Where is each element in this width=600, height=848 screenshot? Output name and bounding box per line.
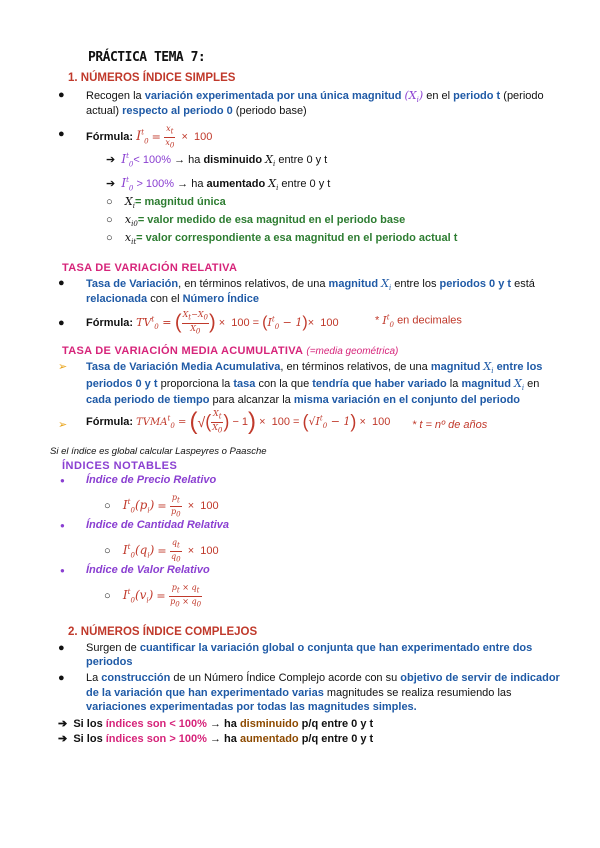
tvr-formula: Fórmula: $TV^t_0$ = ( $\frac{X_t-X_0}{X_0}$ ) × $100 = (I^t_0 - 1)\times 100$ [86,310,339,336]
bullet-dot: ● [60,566,65,575]
bullet-dot: ● [60,476,65,485]
arrowhead-bullet-icon: ➢ [58,361,68,373]
tvma-note: * t = nº de años [412,419,488,431]
notable-quantity: Índice de Cantidad Relativa [86,519,230,531]
tvma-heading: TASA DE VARIACIÓN MEDIA ACUMULATIVA (=media geométrica) [62,345,399,357]
notables-heading: ÍNDICES NOTABLES [62,460,178,472]
s2-bullet-1-line2: periodos [86,656,133,668]
notable-price: Índice de Precio Relativo [86,474,217,486]
s2-bullet-2-line1: La construcción de un Número Índice Complejo acorde con su objetivo de servir de indicador [86,672,560,684]
sub-bullet-magnitude: ○ $X_i=$ magnitud única [106,195,226,211]
sub-bullet-base: ○ $x_{i0}=$ valor medido de esa magnitud en el periodo base [106,213,406,229]
arrow-decrease: ➔ $I^t_0< 100\%$ → ha disminuido $X_i$ entre 0 y t [106,152,328,169]
arrow-increase: ➔ $I^t_0 > 100\%$ → ha aumentado $X_i$ entre 0 y t [106,176,331,193]
tvma-line2: periodos 0 y t proporciona la tasa con la que tendría que haber variado la magnitud $X_i$ en [86,377,540,393]
s2-bullet-1-line1: Surgen de cuantificar la variación global o conjunta que han experimentado entre dos [86,642,533,654]
s1-formula: Fórmula: $I^t_0$ = $\frac{x_t}{x_0}$ × 100 [86,124,213,150]
formula-value: ○ $I^t_0(v_i)$ = $\frac{p_t \times q_t}{p_0 \times q_0}$ [104,583,202,609]
bullet-dot: ● [58,89,65,101]
bullet-dot: ● [60,521,65,530]
notable-value: Índice de Valor Relativo [86,564,210,576]
tvr-heading: TASA DE VARIACIÓN RELATIVA [62,262,238,274]
tvma-line1: Tasa de Variación Media Acumulativa, en términos relativos, de una magnitud $X_i$ entre los [86,360,543,376]
formula-price: ○ $I^t_0(p_i)$ = $\frac{p_t}{p_0}$ × 100 [104,493,219,519]
tvr-bullet-line2: relacionada con el Número Índice [86,293,260,305]
tvma-line3: cada periodo de tiempo para alcanzar la misma variación en el conjunto del periodo [86,394,521,406]
page-title: PRÁCTICA TEMA 7: [88,50,206,65]
bullet-dot: ● [58,672,65,684]
s2-arrow-decrease: ➔ Si los índices son < 100% → ha disminuido p/q entre 0 y t [58,718,374,730]
bullet-dot: ● [58,642,65,654]
tvr-note: * $I^t_0$ en decimales [375,313,462,329]
bullet-dot: ● [58,277,65,289]
bullet-dot: ● [58,317,65,329]
s1-bullet-1-line1: Recogen la variación experimentada por una única magnitud $(X_i)$ en el periodo t (periodo [86,89,544,105]
s1-bullet-1-line2: actual) respecto al periodo 0 (periodo base) [86,105,307,117]
section-1-heading: 1. NÚMEROS ÍNDICE SIMPLES [68,72,236,84]
s2-arrow-increase: ➔ Si los índices son > 100% → ha aumentado p/q entre 0 y t [58,733,374,745]
sub-bullet-actual: ○ $x_{it}=$ valor correspondiente a esa magnitud en el periodo actual t [106,231,458,247]
tvma-formula: Fórmula: $TVMA^t_0$ = (√( $\frac{X_t}{X_0}$ ) − $1) \times 100 = (√I^t_0 - 1) \times 100$ [86,408,391,435]
tvr-bullet-line1: Tasa de Variación, en términos relativos, de una magnitud $X_i$ entre los periodos 0 y t está [86,277,535,293]
section-2-heading: 2. NÚMEROS ÍNDICE COMPLEJOS [68,626,258,638]
arrowhead-bullet-icon: ➢ [58,419,68,431]
s2-bullet-2-line3: variaciones experimentadas por todas las magnitudes simples. [86,701,417,713]
bullet-dot: ● [58,128,65,140]
formula-quantity: ○ $I^t_0(q_i)$ = $\frac{q_t}{q_0}$ × 100 [104,538,219,564]
s2-bullet-2-line2: de la variación que han experimentado varias magnitudes se realiza resumiendo las [86,687,512,699]
global-index-note: Si el índice es global calcular Laspeyres o Paasche [50,446,267,457]
